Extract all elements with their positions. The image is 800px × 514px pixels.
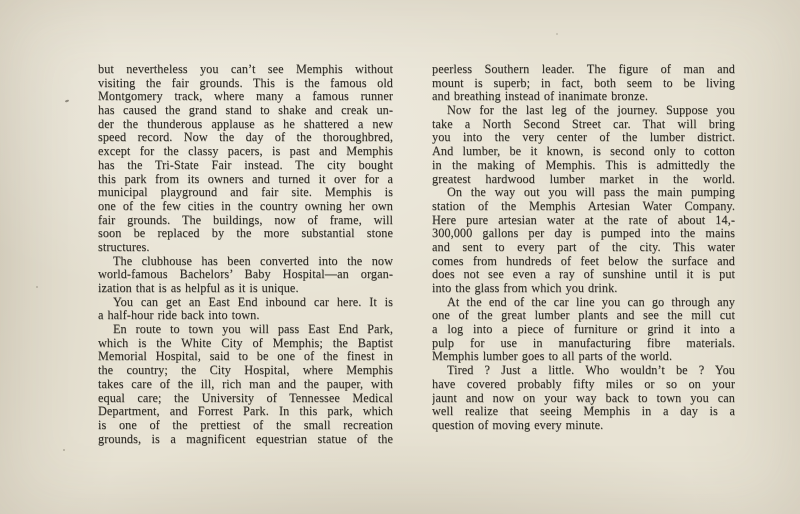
text-line: and sent to every part of the city. This water [432,240,735,254]
text-line: except for the classy pacers, is past and Memphis [98,145,393,159]
text-line: visiting the fair grounds. This is the famous old [98,76,393,90]
text-line: Montgomery track, where many a famous runner [98,90,393,104]
text-line: a half-hour ride back into town. [98,309,260,323]
text-line: and breathing instead of inanimate bronze. [432,90,648,104]
text-line: one of the few cities in the country owning her own [98,199,393,213]
text-line: Memorial Hospital, said to be one of the finest in [98,350,393,364]
text-line: 300,000 gallons per day is pumped into the mains [432,227,735,241]
paper-speck [65,99,69,102]
text-line: Memphis lumber goes to all parts of the world. [432,350,673,364]
paragraph [98,255,393,296]
text-line: station of the Memphis Artesian Water Company. [432,199,735,213]
text-line: jaunt and now on your way back to town you can [432,391,735,405]
text-line: has the Tri-State Fair instead. The city bought [98,158,393,172]
text-line: but nevertheless you can’t see Memphis without [98,63,393,76]
text-line: ization that is as helpful as it is unique. [98,282,299,295]
text-line: you into the very center of the lumber district. [432,131,735,145]
text-line: der the thunderous applause as he shattered a new [98,117,393,131]
text-line: mount is superb; in fact, both seem to be living [432,76,735,90]
text-line: Here pure artesian water at the rate of about 14,- [432,213,735,227]
text-line: equal care; the University of Tennessee Medical [98,391,393,405]
text-line: well realize that seeing Memphis in a day is a [432,405,735,419]
text-line: world-famous Bachelors’ Baby Hospital—an organ- [98,268,393,282]
text-line: comes from hundreds of feet below the surface and [432,254,735,268]
text-line: Now for the last leg of the journey. Suppose you [447,104,735,118]
paragraph [98,323,393,446]
text-line: have covered probably fifty miles or so on your [432,377,735,391]
text-line: this park from its owners and turned it over for a [98,172,393,186]
text-line: Department, and Forrest Park. In this park, which [98,405,393,419]
text-line: municipal playground and fair site. Memphis is [98,186,393,200]
text-line: take a North Second Street car. That will bring [432,117,735,131]
text-line: one of the great lumber plants and see the mill cut [432,309,735,323]
text-line: pulp for use in manufacturing fibre materials. [432,336,735,350]
paragraph [432,296,735,364]
text-line: En route to town you will pass East End Park, [113,323,393,337]
left-column [98,63,393,446]
paper-speck [63,449,65,451]
text-line: fair grounds. The buildings, now of frame, will [98,213,393,227]
text-line: Tired ? Just a little. Who wouldn’t be ? You [447,364,735,378]
text-line: The clubhouse has been converted into the now [113,254,393,268]
text-line: question of moving every minute. [432,418,604,432]
paragraph [432,364,735,432]
paragraph [432,186,735,296]
text-line: which is the White City of Memphis; the Baptist [98,336,393,350]
text-line: has caused the grand stand to shake and creak un- [98,104,393,118]
text-line: And lumber, be it known, is second only to cotton [432,145,735,159]
text-line: takes care of the ill, rich man and the pauper, with [98,377,393,391]
text-line: On the way out you will pass the main pumping [447,186,735,200]
text-line: peerless Southern leader. The figure of man and [432,63,735,76]
right-column [432,63,735,433]
text-line: is one of the prettiest of the small recreation [98,418,393,432]
text-line: in the making of Memphis. This is admittedly the [432,158,735,172]
paragraph [98,63,393,255]
text-line: speed record. Now the day of the thoroughbred, [98,131,393,145]
text-line: grounds, is a magnificent equestrian statue of the [98,432,393,446]
paragraph [432,63,735,104]
paper-speck [556,33,558,35]
paper-speck [36,286,38,288]
text-line: does not see even a ray of sunshine until it is put [432,268,735,282]
text-line: into the glass from which you drink. [432,282,618,295]
text-line: the country; the City Hospital, where Memphis [98,364,393,378]
text-line: You can get an East End inbound car here. It is [113,295,393,309]
paragraph [98,296,393,323]
text-line: structures. [98,240,150,254]
text-line: At the end of the car line you can go through any [447,295,735,309]
text-line: greatest hardwood lumber market in the world. [432,172,735,186]
text-line: soon be replaced by the more substantial stone [98,227,393,241]
text-line: a log into a piece of furniture or grind it into a [432,323,735,337]
paragraph [432,104,735,186]
